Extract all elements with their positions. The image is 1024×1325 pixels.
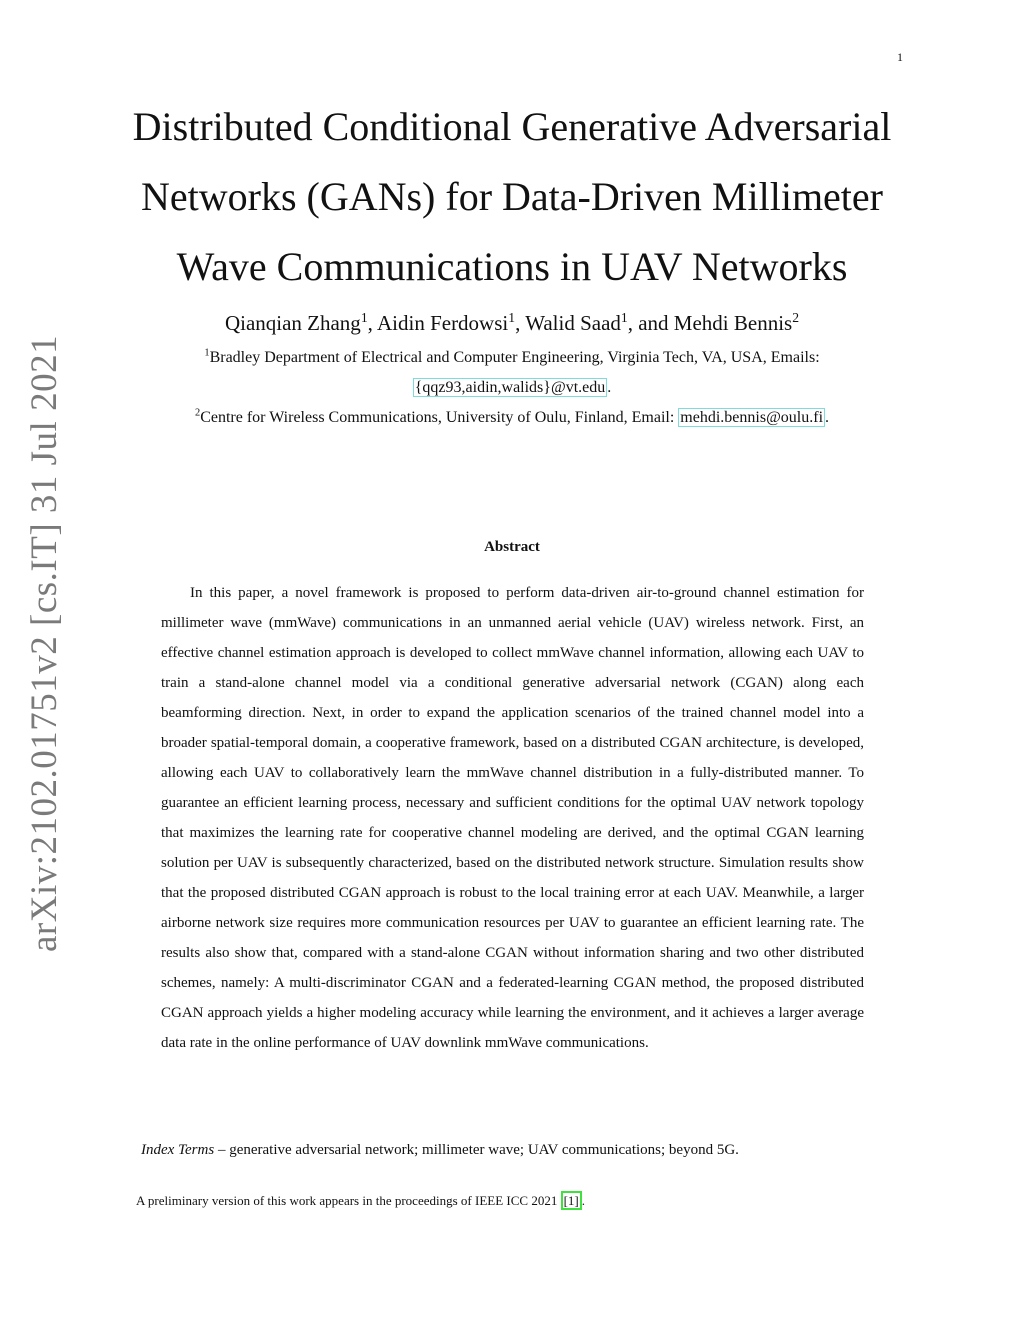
footnote — [136, 1191, 896, 1211]
index-terms-label: Index Terms — [141, 1142, 215, 1158]
author-list — [100, 311, 924, 336]
affiliation-1 — [100, 348, 924, 368]
author-affiliation-mark: 1 — [360, 310, 368, 325]
affiliation-2-trail: . — [825, 409, 830, 426]
title-line-2: Networks (GANs) for Data-Driven Millimeter — [140, 174, 883, 219]
affiliation-1-emails — [100, 378, 924, 398]
email-link-vt[interactable]: {qqz93,aidin,walids}@vt.edu — [414, 379, 606, 396]
page-number: 1 — [897, 50, 903, 64]
author-affiliation-mark: 1 — [620, 310, 628, 325]
affiliation-1-text: Bradley Department of Electrical and Computer Engineering, Virginia Tech, VA, USA, Emails: — [209, 349, 820, 366]
email-link-oulu[interactable]: mehdi.bennis@oulu.fi — [680, 409, 824, 426]
author-name: Walid Saad — [525, 311, 621, 335]
author-separator: , — [367, 311, 377, 335]
footnote-text: A preliminary version of this work appears in the proceedings of IEEE ICC 2021 — [136, 1193, 561, 1208]
author-separator: , and — [627, 311, 674, 335]
author-separator: , — [515, 311, 526, 335]
author-affiliation-mark: 1 — [508, 310, 516, 325]
affiliation-1-trail: . — [607, 379, 612, 396]
citation-link[interactable]: [1] — [561, 1191, 582, 1210]
arxiv-identifier: arXiv:2102.01751v2 [cs.IT] 31 Jul 2021 — [24, 334, 65, 952]
affiliation-mark: 2 — [194, 407, 201, 419]
abstract-body: In this paper, a novel framework is proposed to perform data-driven air-to-ground channel estimation for millimeter wave (mmWave) communications in an unmanned aerial vehicle (UAV) wireless network. First, an effective channel estimation approach is developed to collect mmWave channel information, allowing each UAV to train a stand-alone channel model via a conditional generative adversarial network (CGAN) along each beamforming direction. Next, in order to expand the application scenarios of the trained channel model into a broader spatial-temporal domain, a cooperative framework, based on a distributed CGAN architecture, is developed, allowing each UAV to collaboratively learn the mmWave channel distribution in a fully-distributed manner. To guarantee an efficient learning process, necessary and sufficient conditions for the optimal UAV network topology that maximizes the learning rate for cooperative channel modeling are derived, and the optimal CGAN learning solution per UAV is subsequently characterized, based on the distributed network structure. Simulation results show that the proposed distributed CGAN approach is robust to the local training error at each UAV. Meanwhile, a larger airborne network size requires more communication resources per UAV to guarantee an efficient learning rate. The results also show that, compared with a stand-alone CGAN without information sharing and two other distributed schemes, namely: A multi-discriminator CGAN and a federated-learning CGAN method, the proposed distributed CGAN approach yields a higher modeling accuracy while learning the environment, and it achieves a larger average data rate in the online performance of UAV downlink mmWave communications. — [161, 585, 864, 1051]
affiliation-2 — [100, 408, 924, 428]
index-terms — [141, 1138, 881, 1162]
title-line-1: Distributed Conditional Generative Adversarial — [132, 104, 892, 149]
index-terms-text: – generative adversarial network; millimeter wave; UAV communications; beyond 5G. — [214, 1142, 739, 1158]
author-name: Qianqian Zhang — [224, 311, 361, 335]
affiliation-2-text: Centre for Wireless Communications, University of Oulu, Finland, Email: — [200, 409, 679, 426]
affiliation-mark: 1 — [204, 347, 210, 359]
title-line-3: Wave Communications in UAV Networks — [176, 244, 848, 289]
footnote-trail: . — [581, 1193, 585, 1208]
author-name: Mehdi Bennis — [673, 311, 793, 335]
author-affiliation-mark: 2 — [792, 310, 800, 325]
abstract-heading: Abstract — [484, 539, 540, 555]
paper-title — [100, 92, 924, 302]
author-name: Aidin Ferdowsi — [376, 311, 509, 335]
